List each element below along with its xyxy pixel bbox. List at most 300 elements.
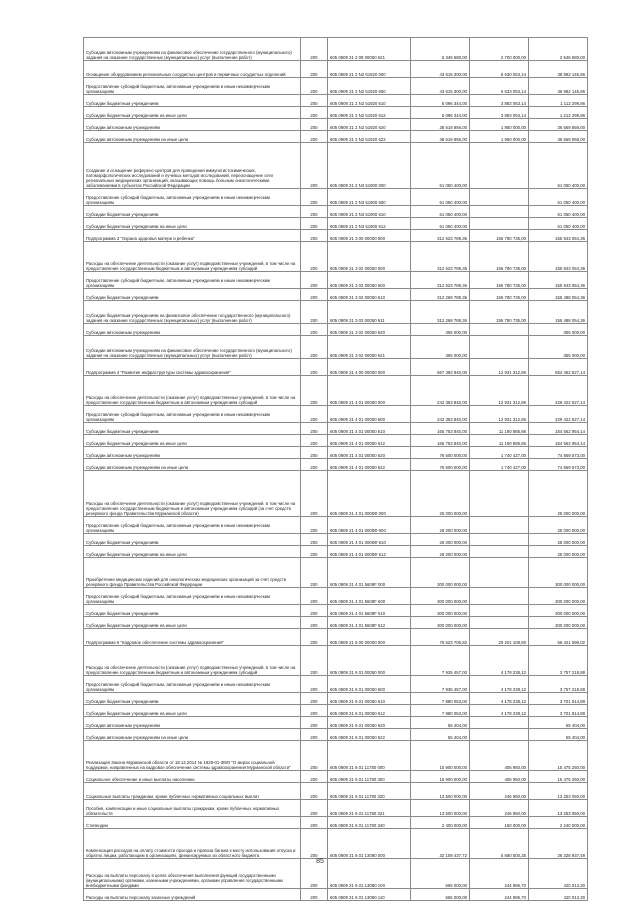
table-row [84,324,588,336]
row-amount-remaining-cell: 355 000,00 [529,336,588,359]
row-amount-executed-cell [470,517,529,534]
row-code-cell: 605 0909 21 3 00 00000 000 [328,230,411,242]
row-code-cell: 605 0909 21 6 01 11780 321 [328,800,411,817]
row-gr-cell: 200 [301,435,328,447]
row-gr-cell: 200 [301,447,328,459]
row-code-cell: 605 0909 21 2 N3 51900 610 [328,206,411,218]
row-amount-approved-cell: 665 000,00 [411,889,470,901]
row-gr-cell: 200 [301,218,328,230]
row-name-cell: Подпрограмма 4 "Развитие инфраструктуры системы здравоохранения" [84,359,301,376]
table-row [84,605,588,617]
row-amount-executed-cell: 4 178 238,12 [470,676,529,693]
row-amount-executed-cell: 4 178 238,12 [470,705,529,717]
row-name-cell: Предоставление субсидий бюджетным, автономным учреждениям и иным некоммерческим организациям [84,272,301,289]
row-amount-approved-cell: 7 880 053,00 [411,693,470,705]
row-gr-cell: 200 [301,459,328,471]
row-code-cell: 605 0909 21 2 N2 51920 000 [328,61,411,78]
table-row [84,61,588,78]
row-gr-cell: 200 [301,588,328,605]
row-gr-cell: 200 [301,242,328,272]
row-amount-remaining-cell: 26 328 937,49 [529,829,588,859]
row-name-cell: Субсидии бюджетным учреждениям на иные цели [84,218,301,230]
row-gr-cell: 200 [301,741,328,771]
row-gr-cell: 200 [301,423,328,435]
row-amount-executed-cell: 160 000,00 [470,817,529,829]
row-name-cell: Субсидии бюджетным учреждениям [84,95,301,107]
table-row [84,517,588,534]
row-code-cell: 605 0909 21 6 01 11780 320 [328,783,411,800]
row-code-cell: 605 0909 21 2 N2 51920 622 [328,131,411,143]
row-amount-remaining-cell: 61 050 400,00 [529,143,588,189]
row-amount-remaining-cell: 154 562 954,14 [529,423,588,435]
row-amount-executed-cell: 405 950,00 [470,771,529,783]
row-name-cell: Субсидии бюджетным учреждениям на иные цели [84,546,301,558]
row-amount-approved-cell: 76 600 000,00 [411,447,470,459]
table-row [84,558,588,588]
budget-table [83,37,588,901]
row-code-cell: 605 0909 21 2 N3 51900 612 [328,218,411,230]
row-code-cell: 605 0909 21 3 02 00050 600 [328,272,411,289]
table-row [84,771,588,783]
table-row [84,218,588,230]
row-amount-remaining-cell: 25 000 000,00 [529,546,588,558]
row-amount-approved-cell: 55 404,00 [411,729,470,741]
row-amount-executed-cell [470,729,529,741]
row-gr-cell: 200 [301,61,328,78]
row-amount-executed-cell: 4 178 238,12 [470,646,529,676]
row-name-cell: Предоставление субсидий бюджетным, автономным учреждениям и иным некоммерческим организациям [84,588,301,605]
row-amount-executed-cell: 244 986,70 [470,889,529,901]
row-amount-approved-cell: 13 500 000,00 [411,783,470,800]
row-amount-approved-cell: 43 615 300,00 [411,61,470,78]
row-amount-approved-cell: 43 615 300,00 [411,78,470,95]
row-amount-remaining-cell: 2 240 000,00 [529,817,588,829]
row-code-cell: 605 0909 21 4 01 00050 620 [328,447,411,459]
row-gr-cell: 200 [301,78,328,95]
row-amount-executed-cell [470,189,529,206]
row-gr-cell: 200 [301,131,328,143]
row-gr-cell: 200 [301,534,328,546]
row-name-cell: Расходы на выплаты персоналу в целях обеспечения выполнения функций государственными (муниципальными) органами, казенными учреждениями, органами управления государственными внебюджетными фондами [84,859,301,889]
table-row [84,336,588,359]
row-amount-executed-cell: 1 950 000,00 [470,131,529,143]
row-amount-executed-cell [470,605,529,617]
row-code-cell: 605 0909 21 3 02 00050 611 [328,301,411,324]
row-amount-remaining-cell: 420 013,30 [529,889,588,901]
row-amount-remaining-cell: 300 000 000,00 [529,617,588,629]
row-amount-remaining-cell: 15 475 250,00 [529,771,588,783]
table-row [84,741,588,771]
row-amount-executed-cell: 246 950,00 [470,783,529,800]
row-gr-cell: 200 [301,771,328,783]
row-amount-remaining-cell: 15 475 250,00 [529,741,588,771]
table-row [84,242,588,272]
row-name-cell: Социальное обеспечение и иные выплаты населению [84,771,301,783]
row-code-cell: 605 0909 21 4 01 00050 600 [328,406,411,423]
row-amount-executed-cell [470,588,529,605]
row-amount-executed-cell: 1 950 000,00 [470,119,529,131]
row-code-cell: 605 0909 21 2 N3 51900 000 [328,143,411,189]
row-name-cell: Субсидии бюджетным учреждениям [84,534,301,546]
row-amount-approved-cell: 5 096 344,00 [411,107,470,119]
row-code-cell: 605 0909 21 3 02 00050 610 [328,289,411,301]
row-code-cell: 605 0909 21 3 02 00050 000 [328,242,411,272]
row-gr-cell: 200 [301,119,328,131]
row-amount-remaining-cell: 61 050 400,00 [529,206,588,218]
row-gr-cell: 200 [301,230,328,242]
row-amount-remaining-cell: 1 212 299,86 [529,107,588,119]
row-name-cell: Расходы на обеспечение деятельности (оказание услуг) подведомственных учреждений, в том числе на предоставление государственным бюджетным и автономным учреждениям субсидий [84,242,301,272]
row-code-cell: 605 0909 21 4 01 5608F 610 [328,605,411,617]
row-amount-remaining-cell: 13 253 050,00 [529,783,588,800]
row-amount-remaining-cell: 55 404,00 [529,717,588,729]
row-amount-executed-cell [470,218,529,230]
row-name-cell: Компенсация расходов на оплату стоимости проезда и провоза багажа к месту использования отпуска и обратно лицам, работающим в организациях, финансируемых из областного бюджета [84,829,301,859]
row-amount-approved-cell: 25 000 000,00 [411,517,470,534]
row-name-cell: Пособия, компенсации и иные социальные выплаты гражданам, кроме публичных нормативных обязательств [84,800,301,817]
row-amount-approved-cell: 312 623 789,36 [411,272,470,289]
row-amount-approved-cell: 312 268 789,36 [411,301,470,324]
row-amount-executed-cell: 20 201 108,80 [470,629,529,646]
row-name-cell: Приобретение медицинских изделий для онкологических медицинских организаций за счет средств резервного фонда Правительства Российской Федерации [84,558,301,588]
row-amount-remaining-cell: 36 982 145,86 [529,78,588,95]
table-row [84,423,588,435]
row-name-cell: Расходы на выплаты персоналу казенных учреждений [84,889,301,901]
row-amount-approved-cell: 55 404,00 [411,717,470,729]
row-code-cell: 605 0909 21 6 01 00050 600 [328,676,411,693]
row-code-cell: 605 0909 21 4 01 00050 622 [328,459,411,471]
table-row [84,289,588,301]
row-name-cell: Субсидии автономным учреждениям на финансовое обеспечение государственного (муниципального) задания на оказание государственных (муниципальных) услуг (выполнение работ) [84,336,301,359]
row-name-cell: Оснащение оборудованием региональных сосудистых центров и первичных сосудистых отделений [84,61,301,78]
row-amount-remaining-cell: 420 013,30 [529,859,588,889]
row-gr-cell: 200 [301,546,328,558]
table-row [84,131,588,143]
row-gr-cell: 200 [301,272,328,289]
row-amount-approved-cell: 7 935 457,00 [411,646,470,676]
row-code-cell: 605 0909 21 6 01 00050 612 [328,705,411,717]
table-row [84,435,588,447]
row-amount-remaining-cell: 56 421 598,02 [529,629,588,646]
row-name-cell: Предоставление субсидий бюджетным, автономным учреждениям и иным некоммерческим организациям [84,676,301,693]
row-gr-cell: 200 [301,206,328,218]
row-amount-remaining-cell: 13 253 050,00 [529,800,588,817]
row-amount-remaining-cell: 38 982 145,86 [529,61,588,78]
row-name-cell: Предоставление субсидий бюджетным, автономным учреждениям и иным некоммерческим организациям [84,406,301,423]
row-amount-approved-cell: 7 880 053,00 [411,705,470,717]
table-row [84,189,588,206]
row-amount-executed-cell [470,534,529,546]
row-amount-approved-cell: 32 109 437,72 [411,829,470,859]
row-amount-remaining-cell: 36 569 856,00 [529,119,588,131]
row-amount-executed-cell: 5 680 500,25 [470,829,529,859]
row-amount-remaining-cell: 3 701 814,88 [529,693,588,705]
row-code-cell: 605 0909 21 4 01 0005Ф 000 [328,471,411,517]
row-amount-remaining-cell: 25 000 000,00 [529,517,588,534]
row-code-cell: 605 0909 21 4 01 0005Ф 610 [328,534,411,546]
row-name-cell: Субсидии автономным учреждениям [84,717,301,729]
row-amount-remaining-cell: 355 000,00 [529,324,588,336]
row-code-cell: 605 0909 21 6 00 00000 000 [328,629,411,646]
row-name-cell: Субсидии бюджетным учреждениям на финансовое обеспечение государственного (муниципального) задания на оказание государственных (муниципальных) услуг (выполнение работ) [84,301,301,324]
row-amount-executed-cell: 1 740 427,00 [470,447,529,459]
row-amount-approved-cell: 165 753 840,00 [411,435,470,447]
table-row [84,459,588,471]
row-gr-cell: 200 [301,646,328,676]
row-amount-remaining-cell: 155 843 054,36 [529,230,588,242]
row-amount-approved-cell: 300 000 000,00 [411,558,470,588]
table-row [84,107,588,119]
row-code-cell: 605 0909 21 2 N3 51900 600 [328,189,411,206]
page-number: 85 [316,858,324,865]
row-name-cell: Субсидии автономным учреждениям [84,324,301,336]
row-amount-executed-cell [470,336,529,359]
row-gr-cell: 200 [301,676,328,693]
table-row [84,705,588,717]
table-row [84,95,588,107]
row-amount-approved-cell: 5 096 344,00 [411,95,470,107]
row-amount-remaining-cell: 25 000 000,00 [529,471,588,517]
budget-table-body [84,38,588,901]
row-amount-executed-cell: 156 780 735,00 [470,289,529,301]
row-amount-approved-cell: 300 000 000,00 [411,605,470,617]
row-amount-remaining-cell: 74 859 573,00 [529,447,588,459]
row-code-cell: 605 0909 21 4 01 5608F 612 [328,617,411,629]
row-name-cell: Субсидии бюджетным учреждениям [84,423,301,435]
row-amount-executed-cell: 156 780 735,00 [470,272,529,289]
row-gr-cell: 200 [301,359,328,376]
row-name-cell: Предоставление субсидий бюджетным, автономным учреждениям и иным некоммерческим организациям [84,78,301,95]
row-code-cell: 605 0909 21 6 01 11780 300 [328,771,411,783]
row-code-cell: 605 0909 21 2 08 00050 621 [328,38,411,61]
row-gr-cell: 200 [301,693,328,705]
row-amount-remaining-cell: 3 701 814,88 [529,705,588,717]
row-gr-cell: 200 [301,783,328,800]
row-amount-approved-cell: 355 000,00 [411,336,470,359]
table-row [84,889,588,901]
row-code-cell: 605 0909 21 3 02 00050 621 [328,336,411,359]
row-amount-approved-cell: 61 050 400,00 [411,218,470,230]
table-row [84,119,588,131]
row-gr-cell: 200 [301,406,328,423]
row-gr-cell: 200 [301,517,328,534]
row-amount-approved-cell: 300 000 000,00 [411,617,470,629]
row-amount-remaining-cell: 229 422 527,14 [529,406,588,423]
row-amount-executed-cell: 5 630 053,14 [470,61,529,78]
table-row [84,38,588,61]
table-row [84,588,588,605]
row-amount-executed-cell [470,546,529,558]
row-amount-remaining-cell: 36 569 856,00 [529,131,588,143]
table-row [84,471,588,517]
row-code-cell: 605 0909 21 6 01 13080 100 [328,859,411,889]
row-name-cell: Субсидии бюджетным учреждениям на иные цели [84,435,301,447]
row-name-cell: Субсидии автономным учреждениям на финансовое обеспечение государственного (муниципального) задания на оказание государственных (муниципальных) услуг (выполнение работ) [84,38,301,61]
table-row [84,783,588,800]
table-row [84,206,588,218]
row-amount-remaining-cell: 155 843 054,36 [529,272,588,289]
table-row [84,406,588,423]
row-name-cell: Субсидии автономным учреждениям [84,447,301,459]
table-row [84,829,588,859]
row-amount-executed-cell: 12 931 312,86 [470,406,529,423]
row-amount-approved-cell: 13 500 000,00 [411,800,470,817]
row-amount-executed-cell [470,143,529,189]
row-amount-remaining-cell: 61 050 400,00 [529,218,588,230]
row-gr-cell: 200 [301,617,328,629]
row-amount-executed-cell [470,206,529,218]
table-row [84,629,588,646]
row-amount-executed-cell: 11 190 885,86 [470,423,529,435]
row-code-cell: 605 0909 21 4 00 00000 000 [328,359,411,376]
row-amount-executed-cell: 156 780 735,00 [470,230,529,242]
row-amount-executed-cell: 6 633 053,14 [470,78,529,95]
row-gr-cell: 200 [301,817,328,829]
row-gr-cell: 200 [301,859,328,889]
row-name-cell: Субсидии бюджетным учреждениям [84,693,301,705]
row-name-cell: Субсидии бюджетным учреждениям [84,289,301,301]
row-name-cell: Расходы на обеспечение деятельности (оказание услуг) подведомственных учреждений, в том числе на предоставление государственным бюджетным и автономным учреждениям субсидий [84,646,301,676]
row-gr-cell: 200 [301,471,328,517]
row-gr-cell: 200 [301,558,328,588]
row-amount-approved-cell: 300 000 000,00 [411,588,470,605]
row-gr-cell: 200 [301,729,328,741]
row-amount-remaining-cell: 300 000 000,00 [529,588,588,605]
row-code-cell: 605 0909 21 2 N2 51920 610 [328,95,411,107]
row-code-cell: 605 0909 21 6 01 13080 000 [328,829,411,859]
row-code-cell: 605 0909 21 2 N2 51920 612 [328,107,411,119]
row-amount-remaining-cell: 2 546 580,00 [529,38,588,61]
row-amount-approved-cell: 312 268 789,36 [411,289,470,301]
row-name-cell: Социальные выплаты гражданам, кроме публичных нормативных социальных выплат [84,783,301,800]
row-code-cell: 605 0909 21 6 01 11780 340 [328,817,411,829]
row-name-cell: Расходы на обеспечение деятельности (оказание услуг) подведомственных учреждений, в том числе на предоставление государственным бюджетным и автономным учреждениям субсидий [84,376,301,406]
row-code-cell: 605 0909 21 2 N2 51920 620 [328,119,411,131]
row-amount-executed-cell [470,617,529,629]
row-amount-approved-cell: 25 000 000,00 [411,471,470,517]
table-row [84,376,588,406]
row-name-cell: Субсидии автономным учреждениям на иные цели [84,729,301,741]
row-gr-cell: 200 [301,143,328,189]
row-amount-approved-cell: 38 619 856,00 [411,131,470,143]
row-name-cell: Субсидии бюджетным учреждениям [84,206,301,218]
row-code-cell: 605 0909 21 4 01 0005Ф 612 [328,546,411,558]
row-amount-executed-cell: 12 931 312,86 [470,376,529,406]
table-row [84,676,588,693]
table-row [84,272,588,289]
row-name-cell: Предоставление субсидий бюджетным, автономным учреждениям и иным некоммерческим организациям [84,517,301,534]
row-amount-executed-cell: 246 950,00 [470,800,529,817]
row-name-cell: Субсидии автономным учреждениям [84,119,301,131]
row-amount-approved-cell: 76 600 000,00 [411,459,470,471]
row-amount-remaining-cell: 3 757 218,88 [529,646,588,676]
row-code-cell: 605 0909 21 6 01 00050 610 [328,693,411,705]
row-code-cell: 605 0909 21 6 01 00050 622 [328,729,411,741]
row-code-cell: 605 0909 21 2 N2 51920 600 [328,78,411,95]
row-name-cell: Подпрограмма 6 "Кадровое обеспечение системы здравоохранения" [84,629,301,646]
row-name-cell: Предоставление субсидий бюджетным, автономным учреждениям и иным некоммерческим организациям [84,189,301,206]
row-amount-approved-cell: 355 000,00 [411,324,470,336]
row-name-cell: Подпрограмма 3 "Охрана здоровья матери и ребенка" [84,230,301,242]
row-gr-cell: 200 [301,107,328,119]
table-row [84,447,588,459]
table-row [84,729,588,741]
row-amount-remaining-cell: 554 452 527,14 [529,359,588,376]
table-row [84,617,588,629]
row-amount-approved-cell: 165 753 840,00 [411,423,470,435]
row-name-cell: Реализация Закона Мурманской области от 18.12.2014 № 1828-01-ЗМО "О мерах социальной поддержки, направленных на кадровое обеспечение системы здравоохранения Мурманской области" [84,741,301,771]
row-amount-executed-cell: 156 780 735,00 [470,301,529,324]
row-amount-remaining-cell: 154 562 954,14 [529,435,588,447]
row-amount-executed-cell [470,324,529,336]
row-amount-approved-cell: 15 900 000,00 [411,741,470,771]
row-gr-cell: 200 [301,800,328,817]
table-row [84,301,588,324]
row-amount-approved-cell: 665 000,00 [411,859,470,889]
row-amount-remaining-cell: 3 757 218,88 [529,676,588,693]
row-gr-cell: 200 [301,717,328,729]
row-amount-executed-cell: 405 950,00 [470,741,529,771]
row-amount-approved-cell: 242 353 840,00 [411,376,470,406]
row-amount-approved-cell: 61 050 400,00 [411,189,470,206]
table-row [84,230,588,242]
row-amount-executed-cell [470,558,529,588]
row-amount-approved-cell: 76 623 706,82 [411,629,470,646]
row-name-cell: Субсидии бюджетным учреждениям [84,605,301,617]
table-row [84,693,588,705]
row-amount-approved-cell: 15 900 000,00 [411,771,470,783]
row-amount-approved-cell: 61 050 400,00 [411,143,470,189]
row-amount-remaining-cell: 229 422 527,14 [529,376,588,406]
row-amount-approved-cell: 38 619 856,00 [411,119,470,131]
row-amount-executed-cell: 4 178 238,12 [470,693,529,705]
row-amount-executed-cell [470,717,529,729]
row-amount-remaining-cell: 155 843 054,36 [529,242,588,272]
row-code-cell: 605 0909 21 4 01 5608F 600 [328,588,411,605]
row-gr-cell: 200 [301,336,328,359]
row-gr-cell: 200 [301,324,328,336]
row-name-cell: Субсидии бюджетным учреждениям на иные цели [84,107,301,119]
row-amount-remaining-cell: 55 404,00 [529,729,588,741]
row-amount-approved-cell: 312 623 789,36 [411,230,470,242]
table-row [84,717,588,729]
row-amount-executed-cell: 11 190 885,86 [470,435,529,447]
row-code-cell: 605 0909 21 6 01 11780 000 [328,741,411,771]
table-row [84,143,588,189]
row-gr-cell: 200 [301,95,328,107]
row-amount-approved-cell: 25 000 000,00 [411,534,470,546]
table-row [84,78,588,95]
row-code-cell: 605 0909 21 4 01 00050 612 [328,435,411,447]
row-gr-cell: 200 [301,829,328,859]
row-code-cell: 605 0909 21 4 01 5608F 000 [328,558,411,588]
row-code-cell: 605 0909 21 4 01 00050 000 [328,376,411,406]
row-name-cell: Субсидии автономным учреждениям на иные цели [84,131,301,143]
row-code-cell: 605 0909 21 4 01 0005Ф 600 [328,517,411,534]
row-amount-approved-cell: 25 000 000,00 [411,546,470,558]
row-name-cell: Субсидии автономным учреждениям на иные цели [84,459,301,471]
row-code-cell: 605 0909 21 6 01 00050 620 [328,717,411,729]
row-amount-executed-cell: 2 700 000,00 [470,38,529,61]
row-gr-cell: 200 [301,189,328,206]
row-gr-cell: 200 [301,605,328,617]
row-gr-cell: 200 [301,301,328,324]
row-code-cell: 605 0909 21 4 01 00050 610 [328,423,411,435]
row-name-cell: Создание и оснащение референс-центров для проведения иммуногистохимических, патоморфологических исследований и лучевых методов исследований, переоснащение сети региональных медицинских организаций, оказывающих помощь больным онкологическими заболеваниями в субъектах Российской Федерации [84,143,301,189]
row-amount-remaining-cell: 74 859 573,00 [529,459,588,471]
row-amount-approved-cell: 2 400 000,00 [411,817,470,829]
row-amount-executed-cell: 12 931 312,86 [470,359,529,376]
